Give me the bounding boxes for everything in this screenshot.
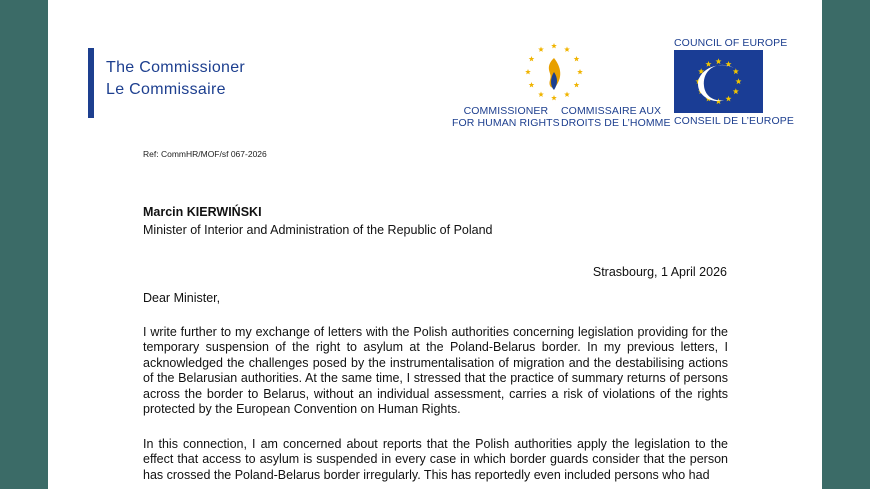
recipient-role: Minister of Interior and Administration of the Republic of Poland (143, 223, 493, 237)
flame-star (538, 46, 544, 51)
commissioner-title-en: The Commissioner (106, 59, 246, 76)
flame-star (529, 82, 535, 87)
office-label-fr (561, 105, 671, 129)
body-paragraph-1: I write further to my exchange of letters with the Polish authorities concerning legislation providing for the temporary suspension of the right to asylum at the Poland-Belarus border. In my previous letters, I acknowledged the challenges posed by the instrumentalisation of migration and the destabilising actions of the Belarusian authorities. At the same time, I stressed that the practice of summary returns of persons across the border to Belarus, without an individual assessment, carries a risk of violations of the rights protected by the European Convention on Human Rights. (143, 325, 728, 417)
flame-star (564, 46, 570, 51)
flame-star (525, 69, 531, 74)
salutation: Dear Minister, (143, 291, 221, 305)
recipient-name: Marcin KIERWIŃSKI (143, 205, 262, 219)
office-label-fr-line1: COMMISSAIRE AUX (561, 105, 662, 117)
place-date: Strasbourg, 1 April 2026 (592, 265, 727, 279)
office-label-fr-line2: DROITS DE L’HOMME (561, 117, 671, 129)
flame-star (564, 92, 570, 97)
council-of-europe-logo-icon (674, 50, 763, 113)
office-label-en-line2: FOR HUMAN RIGHTS (452, 117, 560, 129)
commissioner-title (106, 57, 245, 101)
flame-star (538, 92, 544, 97)
coe-label-en: COUNCIL OF EUROPE (674, 37, 788, 49)
reference-number: Ref: CommHR/MOF/sf 067-2026 (143, 149, 267, 159)
flame-star (551, 95, 557, 100)
flame-star (551, 43, 557, 48)
commissioner-flame-logo-icon (522, 38, 586, 102)
flame-star (577, 69, 583, 74)
commissioner-title-fr: Le Commissaire (106, 81, 226, 98)
coe-label-fr: CONSEIL DE L’EUROPE (674, 115, 794, 127)
office-label-en (452, 105, 560, 129)
flame-star (574, 82, 580, 87)
flame-star (574, 56, 580, 61)
flame-star (529, 56, 535, 61)
letter-page (48, 0, 822, 489)
body-paragraph-2: In this connection, I am concerned about reports that the Polish authorities apply the legislation to the effect that access to asylum is suspended in every case in which border guards consider that the person has crossed the Poland-Belarus border irregularly. This has reportedly even included persons who had (143, 437, 728, 482)
commissioner-accent-bar (88, 48, 94, 118)
office-label-en-line1: COMMISSIONER (463, 105, 549, 117)
